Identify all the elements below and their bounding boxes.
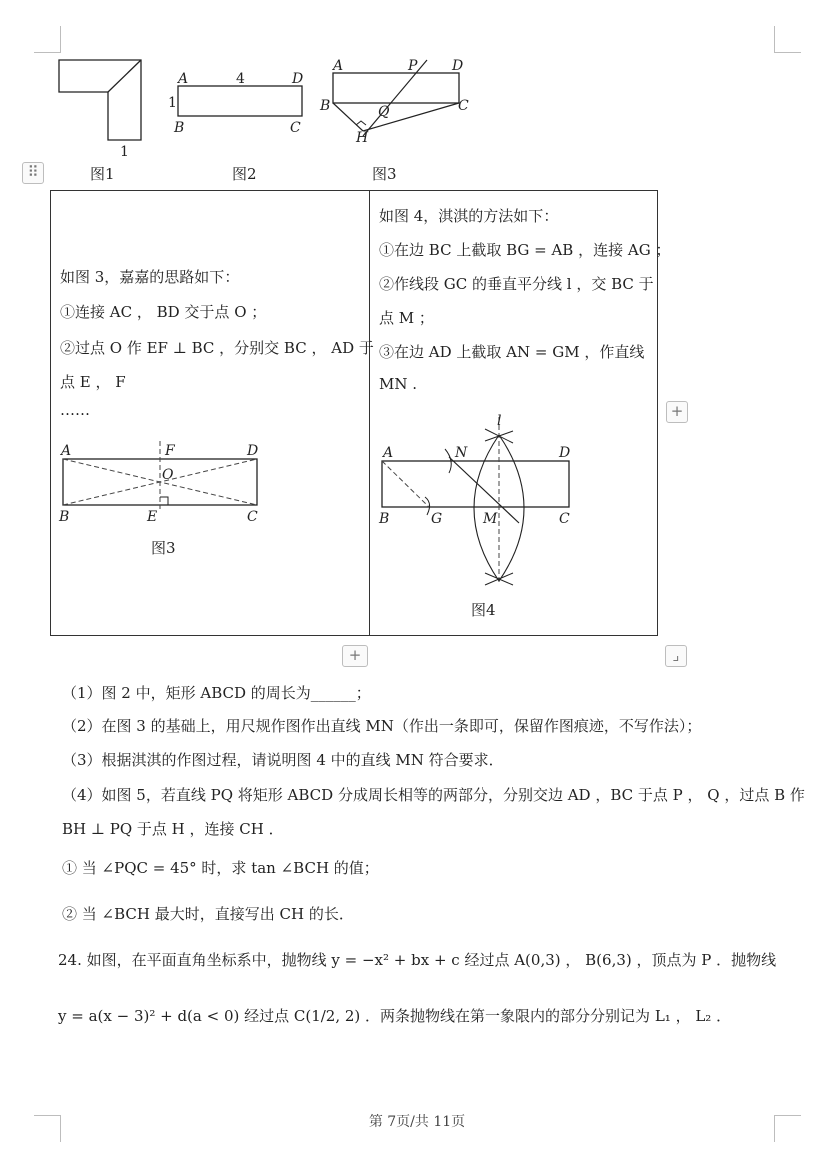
svg-text:C: C — [247, 509, 258, 525]
left-step2: ②过点 O 作 EF ⊥ BC ，分别交 BC ， AD 于 — [60, 339, 374, 357]
figure-3-construction — [59, 437, 269, 525]
svg-text:D: D — [247, 443, 259, 459]
method-table — [50, 190, 671, 636]
svg-text:D: D — [559, 445, 571, 461]
question-24: 24. 如图，在平面直角坐标系中，抛物线 y = −x² + bx + c 经过点 A(0,3) ， B(6,3) ，顶点为 P ．抛物线 — [58, 951, 777, 969]
table-column-divider — [369, 191, 370, 635]
right-step3: ③在边 AD 上截取 AN = GM ，作直线 — [379, 343, 645, 361]
left-intro: 如图 3，嘉嘉的思路如下： — [60, 268, 240, 286]
right-step2: ②作线段 GC 的垂直平分线 l ，交 BC 于 — [379, 275, 654, 293]
figure-4-construction — [379, 413, 579, 593]
figure-2 — [168, 70, 308, 140]
corner-mark — [34, 26, 61, 53]
svg-text:Q: Q — [378, 104, 390, 120]
left-fig-caption: 图3 — [151, 539, 176, 557]
svg-text:F: F — [165, 443, 175, 459]
svg-text:1: 1 — [168, 95, 177, 111]
right-step1: ①在边 BC 上截取 BG = AB ，连接 AG ； — [379, 241, 671, 259]
svg-text:4: 4 — [236, 71, 245, 87]
figure-1 — [56, 58, 146, 158]
question-1: （1）图 2 中，矩形 ABCD 的周长为______； — [62, 684, 371, 702]
fig2-caption: 图2 — [232, 165, 257, 183]
right-fig-caption: 图4 — [471, 601, 496, 619]
question-24-cont: y = a(x − 3)² + d(a < 0) 经过点 C(1/2, 2) ．两条抛物线在第一象限内的部分分别记为 L₁ ， L₂ ． — [58, 1007, 732, 1025]
svg-text:l: l — [497, 413, 502, 429]
corner-mark — [774, 26, 801, 53]
left-step2b: 点 E ， F — [60, 373, 126, 391]
figure-3 — [320, 58, 480, 148]
left-step1: ①连接 AC ， BD 交于点 O ； — [60, 303, 267, 321]
svg-text:D: D — [452, 58, 464, 74]
svg-text:C: C — [290, 120, 301, 136]
right-intro: 如图 4，淇淇的方法如下： — [379, 207, 559, 225]
question-3: （3）根据淇淇的作图过程，请说明图 4 中的直线 MN 符合要求． — [62, 751, 504, 769]
svg-text:D: D — [292, 71, 304, 87]
svg-text:C: C — [559, 511, 570, 527]
fig1-side-label: 1 — [120, 144, 129, 160]
svg-text:M: M — [483, 511, 498, 527]
svg-text:P: P — [408, 58, 418, 74]
svg-text:O: O — [162, 467, 174, 483]
svg-text:A: A — [178, 71, 189, 87]
right-step2b: 点 M ； — [379, 309, 434, 327]
svg-text:N: N — [455, 445, 468, 461]
svg-text:A: A — [333, 58, 344, 74]
fig1-caption: 图1 — [90, 165, 115, 183]
svg-text:E: E — [147, 509, 158, 525]
table-resize-icon[interactable]: ⌟ — [665, 645, 687, 667]
add-row-button[interactable]: + — [342, 645, 368, 667]
svg-text:G: G — [431, 511, 443, 527]
svg-text:C: C — [458, 98, 469, 114]
question-4-cont: BH ⊥ PQ 于点 H ，连接 CH ． — [62, 820, 284, 838]
svg-text:A: A — [61, 443, 72, 459]
question-4-part2: ② 当 ∠BCH 最大时，直接写出 CH 的长． — [62, 905, 354, 923]
question-4: （4）如图 5，若直线 PQ 将矩形 ABCD 分成周长相等的两部分，分别交边 AD ，BC 于点 P ， Q ，过点 B 作 — [62, 786, 805, 804]
svg-text:B: B — [174, 120, 185, 136]
svg-text:B: B — [320, 98, 331, 114]
svg-text:B: B — [379, 511, 390, 527]
table-move-handle-icon[interactable]: ⠿ — [22, 162, 44, 184]
left-ellipsis: …… — [60, 401, 90, 419]
right-step3b: MN . — [379, 375, 418, 393]
page-number-footer: 第 7页/共 11页 — [368, 1114, 466, 1130]
fig3-caption: 图3 — [372, 165, 397, 183]
question-2: （2）在图 3 的基础上，用尺规作图作出直线 MN（作出一条即可，保留作图痕迹，不写作法）； — [62, 717, 702, 735]
svg-text:A: A — [383, 445, 394, 461]
question-4-part1: ① 当 ∠PQC = 45° 时，求 tan ∠BCH 的值； — [62, 859, 379, 877]
svg-text:H: H — [356, 130, 369, 146]
svg-text:B: B — [59, 509, 70, 525]
add-column-button[interactable]: + — [666, 401, 688, 423]
